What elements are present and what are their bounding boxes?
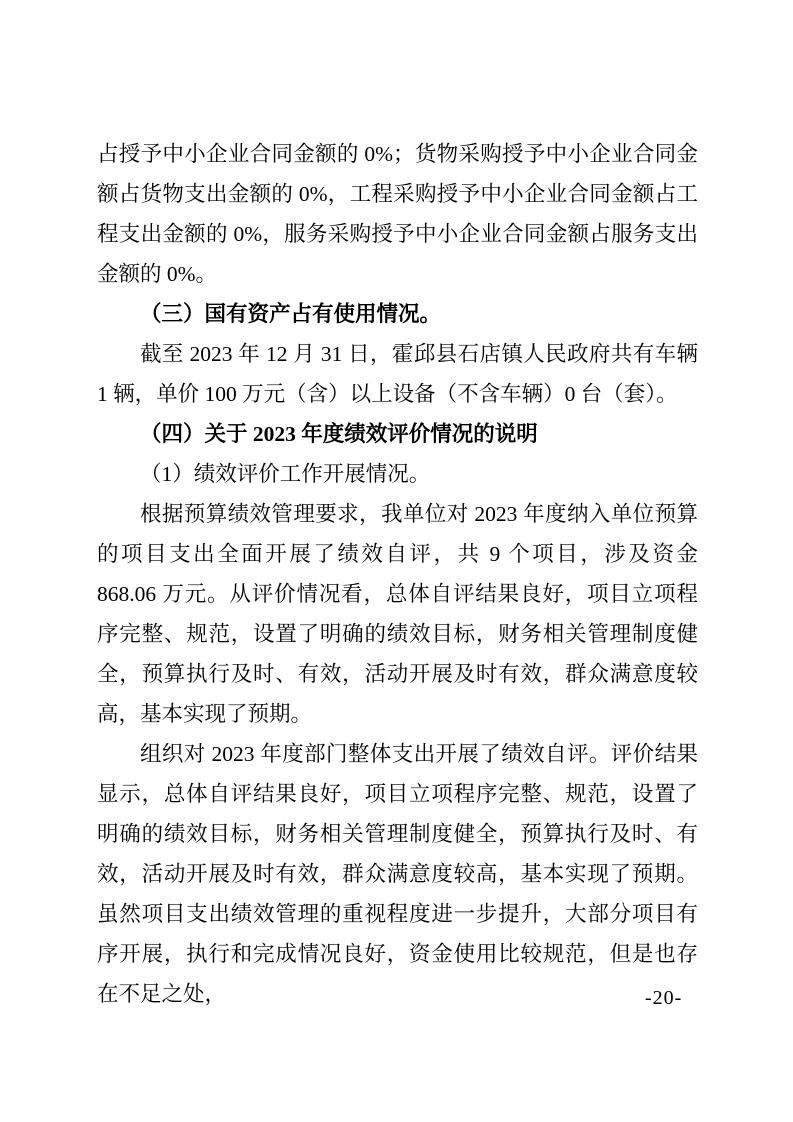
paragraph-procurement-continuation: 占授予中小企业合同金额的 0%；货物采购授予中小企业合同金额占货物支出金额的 0%，工程采购授予中小企业合同金额占工程支出金额的 0%，服务采购授予中小企业合同金额占服务支出金额的 0%。 xyxy=(97,142,698,286)
paragraph-department-self-evaluation: 组织对 2023 年度部门整体支出开展了绩效自评。评价结果显示，总体自评结果良好，项目立项程序完整、规范，设置了明确的绩效目标，财务相关管理制度健全，预算执行及时、有效，活动开展及时有效，群众满意度较高，基本实现了预期。虽然项目支出绩效管理的重视程度进一步提升，大部分项目有序开展，执行和完成情况良好，资金使用比较规范，但是也存在不足之处， xyxy=(97,742,698,1006)
section-heading-state-assets: （三）国有资产占有使用情况。 xyxy=(140,302,442,326)
paragraph-project-self-evaluation: 根据预算绩效管理要求，我单位对 2023 年度纳入单位预算的项目支出全面开展了绩效自评，共 9 个项目，涉及资金 868.06 万元。从评价情况看，总体自评结果良好，项目立项程序完整、规范，设置了明确的绩效目标，财务相关管理制度健全，预算执行及时、有效，活动开展及时有效，群众满意度较高，基本实现了预期。 xyxy=(97,502,698,726)
page-number: -20- xyxy=(645,987,683,1009)
paragraph-state-assets: 截至 2023 年 12 月 31 日，霍邱县石店镇人民政府共有车辆 1 辆，单价 100 万元（含）以上设备（不含车辆）0 台（套）。 xyxy=(97,342,698,406)
page-body-text xyxy=(97,134,698,1014)
section-heading-performance-evaluation: （四）关于 2023 年度绩效评价情况的说明 xyxy=(140,422,538,446)
subheading-evaluation-work: （1）绩效评价工作开展情况。 xyxy=(140,462,431,486)
